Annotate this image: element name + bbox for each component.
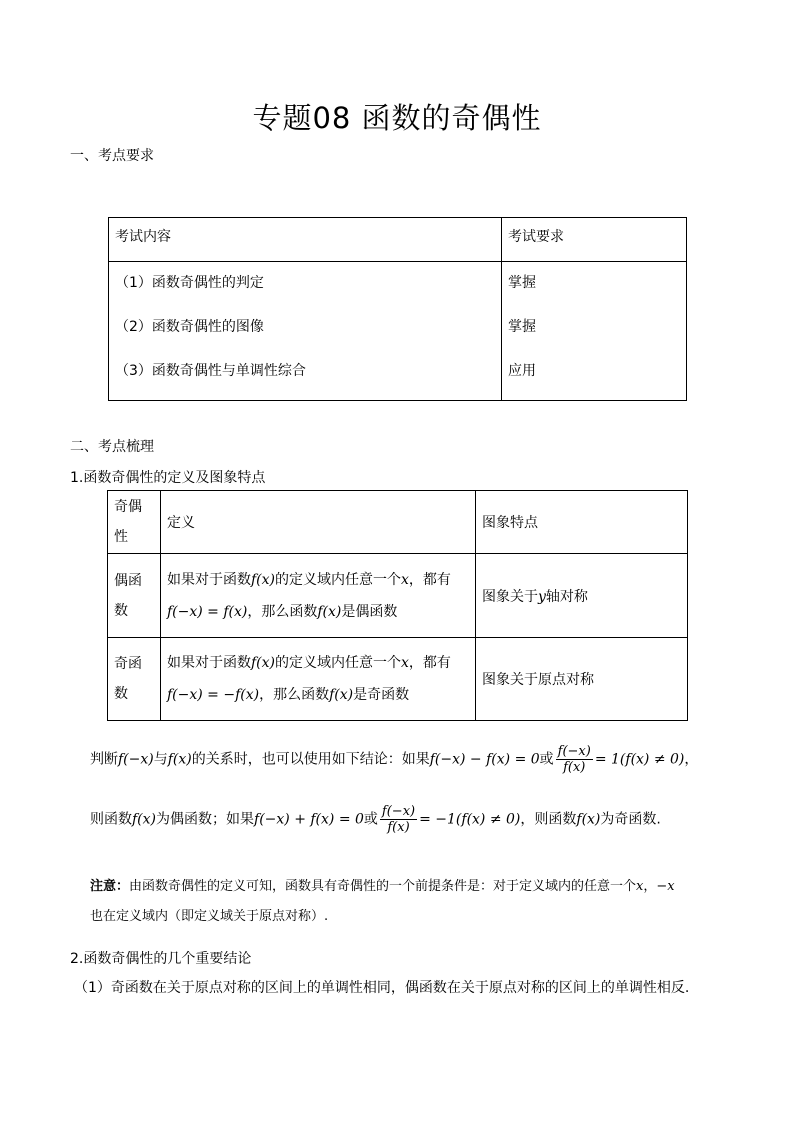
table-row-content: （1）函数奇偶性的判定: [115, 275, 264, 291]
table-header-parity: 奇偶性: [108, 491, 161, 554]
fx-formula: f(x): [251, 571, 276, 588]
note-line-1: 注意：由函数奇偶性的定义可知，函数具有奇偶性的一个前提条件是：对于定义域内的任意一个x，−x: [90, 879, 675, 894]
table-row-requirement: 应用: [508, 363, 536, 379]
table-row-content: （2）函数奇偶性的图像: [115, 319, 264, 335]
subsection-heading-2: 2.函数奇偶性的几个重要结论: [70, 951, 252, 967]
paragraph-criterion-1: 判断f(−x)与f(x)的关系时，也可以使用如下结论：如果f(−x) − f(x) = 0或 $\frac{f(-x)}{f(x)}$ = 1(f(x) ≠ 0)，: [90, 744, 699, 775]
odd-function-name: 奇函数: [108, 638, 161, 721]
table-row-requirement: 掌握: [508, 319, 536, 335]
conclusion-1: （1）奇函数在关于原点对称的区间上的单调性相同，偶函数在关于原点对称的区间上的单调性相反.: [74, 980, 690, 996]
parity-table: [107, 490, 688, 721]
table-header-definition: 定义: [161, 491, 476, 554]
requirements-table: [108, 217, 687, 401]
ratio-fraction: $\frac{f(-x)}{f(x)}$: [381, 804, 416, 835]
even-function-graph: 图象关于y轴对称: [476, 554, 688, 638]
even-function-name: 偶函数: [108, 554, 161, 638]
page-title: 专题08 函数的奇偶性: [252, 101, 542, 135]
ratio-fraction: $\frac{f(-x)}{f(x)}$: [557, 744, 591, 775]
criterion-equation: f(−x) − f(x) = 0: [429, 751, 540, 768]
paragraph-criterion-2: 则函数f(x)为偶函数；如果f(−x) + f(x) = 0或 $\frac{f(-x)}{f(x)}$ = −1(f(x) ≠ 0)，则函数f(x)为奇函数.: [90, 804, 661, 835]
table-requirement-cell: [502, 262, 687, 401]
table-header-graph: 图象特点: [476, 491, 688, 554]
odd-function-graph: 图象关于原点对称: [476, 638, 688, 721]
section-heading-1: 一、考点要求: [70, 148, 154, 164]
even-function-definition: 如果对于函数f(x)的定义域内任意一个x，都有 f(−x) = f(x)，那么函数f(x)是偶函数: [161, 554, 476, 638]
even-equation: f(−x) = f(x): [167, 603, 248, 620]
odd-equation: f(−x) = −f(x): [167, 687, 260, 703]
criterion-equation: f(−x) + f(x) = 0: [254, 811, 364, 828]
table-content-cell: [109, 262, 502, 401]
fx-formula: f(x): [251, 655, 276, 671]
section-heading-2: 二、考点梳理: [70, 439, 154, 455]
odd-function-definition: 如果对于函数f(x)的定义域内任意一个x，都有 f(−x) = −f(x)，那么函数f(x)是奇函数: [161, 638, 476, 721]
table-header-requirement: 考试要求: [502, 218, 687, 262]
table-header-content: 考试内容: [109, 218, 502, 262]
note-label: 注意：: [90, 879, 130, 894]
table-row-requirement: 掌握: [508, 275, 536, 291]
subsection-heading-1: 1.函数奇偶性的定义及图象特点: [70, 470, 266, 486]
table-row-content: （3）函数奇偶性与单调性综合: [115, 363, 306, 379]
note-line-2: 也在定义域内（即定义域关于原点对称）.: [90, 909, 329, 924]
